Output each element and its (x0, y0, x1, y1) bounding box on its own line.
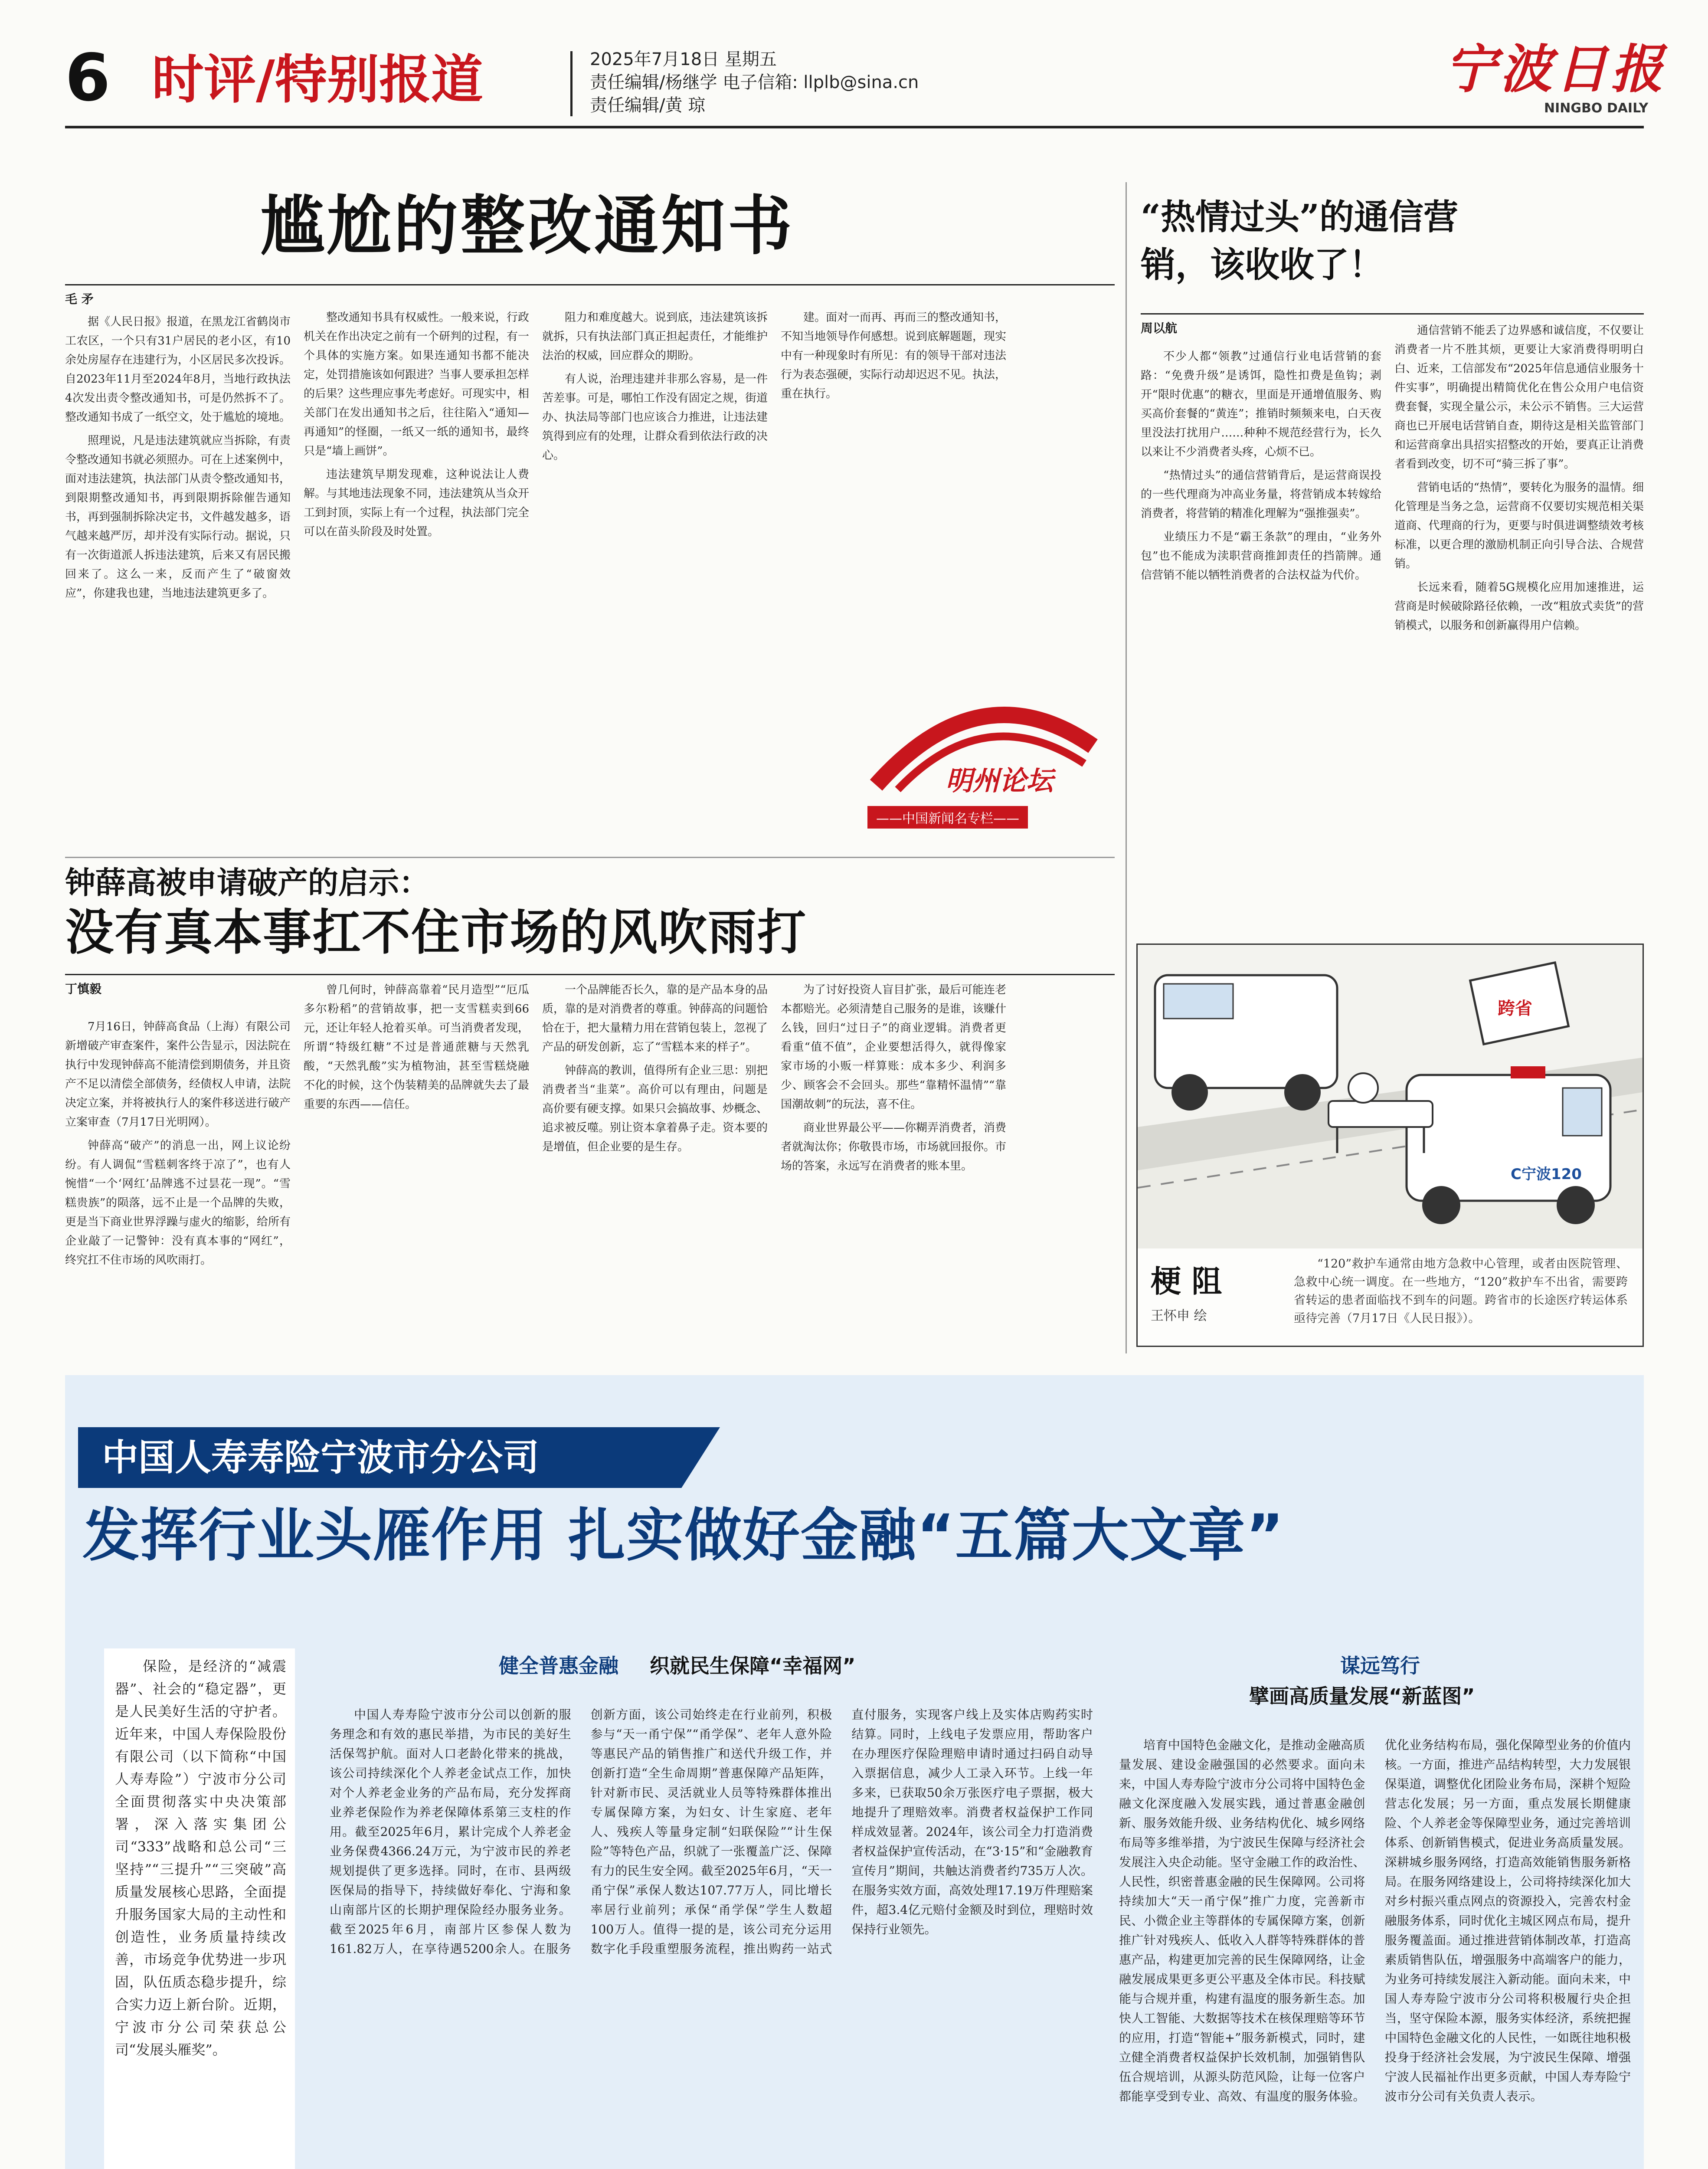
svg-text:跨省: 跨省 (1498, 999, 1532, 1019)
article2-col2: 通信营销不能丢了边界感和诚信度，不仅要让消费者一片不胜其烦，更要让大家消费得明明白白、近来，工信部发布“2025年信息通信业服务十件实事”，明确提出精简优化在售公众用户电信资费套餐，实现全量公示，未公示不销售。三大运营商也已开展电话营销自查，期待这是相关监管部门和运营商拿出具招实招整改的开始，要真正让消费者看到改变，切不可“骑三拆了事”。 营销电话的“热情”，要转化为服务的温情。细化管理是当务之急，运营商不仅要切实规范相关渠道商、代理商的行为，更要与时俱进调整绩效考核标准，以更合理的激励机制正向引导合法、合规营销。 长远来看，随着5G规模化应用加速推进，运营商是时候破除路径依赖，一改“粗放式卖货”的营销模式，以服务和创新赢得用户信赖。 (1394, 324, 1644, 632)
ad-company: 中国人寿寿险宁波市分公司 (102, 1436, 540, 1479)
article3-kicker: 钟薛高被申请破产的启示： (65, 865, 429, 901)
ad-section3-title: 擘画高质量发展“新蓝图” (1249, 1684, 1475, 1708)
article1-col2: 整改通知书具有权威性。一般来说，行政机关在作出决定之前有一个研判的过程，有一个具体的实施方案。如果连通知书都不能决定，处罚措施该如何跟进？当事人要承担怎样的后果？这些理应事先考虑好。可现实中，相关部门在发出通知书之后，往往陷入“通知—再通知”的怪圈，一纸又一纸的通知书，最终只是“墙上画饼”。 违法建筑早期发现难，这种说法让人费解。与其地违法现象不同，违法建筑从当众开工到封顶，实际上有一个过程，执法部门完全可以在苗头阶段及时处置。 (304, 311, 529, 538)
issue-date: 2025年7月18日 星期五 (590, 49, 777, 69)
article3-col1: 7月16日，钟薛高食品（上海）有限公司新增破产审查案件，案件公告显示，因法院在执行中发现钟薛高不能清偿到期债务，并且资产不足以清偿全部债务，经债权人申请，法院决定立案，并将被执行人的案件移送进行破产立案审查（7月17日光明网）。 钟薛高“破产”的消息一出，网上议论纷纷。有人调侃“雪糕刺客终于凉了”，也有人惋惜“一个‘网红’品牌逃不过昙花一现”。“雪糕贵族”的陨落，远不止是一个品牌的失败，更是当下商业世界浮躁与虚火的缩影，给所有企业敲了一记警钟：没有真本事的“网红”，终究扛不住市场的风吹雨打。 (65, 1020, 291, 1267)
ad-intro: 保险，是经济的“减震器”、社会的“稳定器”，更是人民美好生活的守护者。近年来，中国人寿保险股份有限公司（以下简称“中国人寿寿险”）宁波市分公司全面贯彻落实中央决策部署，深入落实集团公司“333”战略和总公司“三坚持”“三提升”“三突破”高质量发展核心思路，全面提升服务国家大局的主动性和创造性，业务质量持续改善，市场竞争优势进一步巩固，队伍质态稳步提升，综合实力迈上新台阶。近期，宁波市分公司荣获总公司“发展头雁奖”。 (115, 1658, 286, 2058)
article1-title-rule (65, 284, 1115, 285)
ad-section1-heading (499, 1653, 856, 1679)
article2-col1: 不少人都“领教”过通信行业电话营销的套路：“免费升级”是诱饵，隐性扣费是鱼钩；剥开“限时优惠”的糖衣，里面是开通增值服务、购买高价套餐的“黄连”；推销时频频来电，白天夜里没法打扰用户……种种不规范经营行为，长久以来让不少消费者头疼，心烦不已。 “热情过头”的通信营销背后，是运营商误投的一些代理商为冲高业务量，将营销成本转嫁给消费者，将营销的精准化理解为“强推强卖”。 业绩压力不是“霸王条款”的理由，“业务外包”也不能成为渎职营商推卸责任的挡箭牌。通信营销不能以牺牲消费者的合法权益为代价。 (1141, 350, 1381, 582)
editor-line-2: 责任编辑/黄 琼 (590, 95, 706, 115)
article2-author: 周以航 (1141, 321, 1178, 335)
ad-section3-text: 培育中国特色金融文化，是推动金融高质量发展、建设金融强国的必然要求。面向未来，中国人寿寿险宁波市分公司将中国特色金融文化深度融入发展实践，通过普惠金融创新、服务效能升级、业务结构优化、城乡网络布局等多维举措，为宁波民生保障与经济社会发展注入央企动能。坚守金融工作的政治性、人民性，织密普惠金融的民生保障网。公司将持续加大“天一甬宁保”推广力度，完善新市民、小微企业主等群体的专属保障方案，创新推广针对残疾人、低收入人群等特殊群体的普惠产品，构建更加完善的民生保障网络，让金融发展成果更多更公平惠及全体市民。科技赋能与合规并重，构建有温度的服务新生态。加快人工智能、大数据等技术在核保理赔等环节的应用，打造“智能+”服务新模式，同时，建立健全消费者权益保护长效机制，加强销售队伍合规培训，从源头防范风险，让每一位客户都能享受到专业、高效、有温度的服务体验。优化业务结构布局，强化保障型业务的价值内核。一方面，推进产品结构转型，大力发展银保渠道，调整优化团险业务布局，深耕个短险营志化发展；另一方面，重点发展长期健康险、个人养老金等保障型业务，通过完善培训体系、创新销售模式，促进业务高质量发展。深耕城乡服务网络，打造高效能销售服务新格局。在服务网络建设上，公司将持续深化加大对乡村振兴重点网点的资源投入，完善农村金融服务体系，同时优化主城区网点布局，提升服务覆盖面。通过推进营销体制改革，打造高素质销售队伍，增强服务中高端客户的能力，为业务可持续发展注入新动能。面向未来，中国人寿寿险宁波市分公司将积极履行央企担当，坚守保险本源，服务实体经济，系统把握中国特色金融文化的人民性，一如既往地积极投身于经济社会发展，为宁波民生保障、增强宁波人民福祉作出更多贡献，中国人寿寿险宁波市分公司有关负责人表示。 (1119, 1738, 1631, 2103)
article2-title-rule (1141, 313, 1644, 315)
article1-col3: 阻力和难度越大。说到底，违法建筑该拆就拆，只有执法部门真正担起责任，才能维护法治的权威，回应群众的期盼。 有人说，治理违建并非那么容易，是一件苦差事。可是，哪怕工作没有固定之规，街道办、执法局等部门也应该合力推进，让违法建筑得到应有的处理，让群众看到依法行政的决心。 (542, 311, 768, 462)
ad-section1-text: 中国人寿寿险宁波市分公司以创新的服务理念和有效的惠民举措，为市民的美好生活保驾护航。面对人口老龄化带来的挑战，该公司持续深化个人养老金试点工作，加快对个人养老金业务的产品布局，充分发挥商业养老保险作为养老保障体系第三支柱的作用。截至2025年6月，累计完成个人养老金业务保费4366.24万元，为宁波市民的养老规划提供了更多选择。同时，在市、县两级医保局的指导下，持续做好奉化、宁海和象山南部片区的长期护理保险经办服务业务。截至2025年6月，南部片区参保人数为161.82万人，在享待遇5200余人。在服务创新方面，该公司始终走在行业前列，积极参与“天一甬宁保”“甬学保”、老年人意外险等惠民产品的销售推广和送代升级工作，并创新打造“全生命周期”普惠保障产品矩阵，针对新市民、灵活就业人员等特殊群体推出专属保障方案，为妇女、计生家庭、老年人、残疾人等量身定制“妇联保险”“计生保险”等特色产品，织就了一张覆盖广泛、保障有力的民生安全网。截至2025年6月，“天一甬宁保”承保人数达107.77万人，同比增长率居行业前列；承保“甬学保”学生人数超100万人。值得一提的是，该公司充分运用数字化手段重塑服务流程，推出购药一站式直付服务，实现客户线上及实体店购药实时结算。同时，上线电子发票应用，帮助客户在办理医疗保险理赔申请时通过扫码自动导入票据信息，减少人工录入环节。上线一年多来，已获取50余万张医疗电子票据，极大地提升了理赔效率。消费者权益保护工作同样成效显著。2024年，该公司全力打造消费者权益保护宣传活动，在“3·15”和“金融教育宣传月”期间，共触达消费者约735万人次。在服务实效方面，高效处理17.19万件理赔案件，超3.4亿元赔付金额及时到位，理赔时效保持行业领先。 (330, 1707, 1093, 1956)
article1-col1: 据《人民日报》报道，在黑龙江省鹤岗市工农区，一个只有31户居民的老小区，有10余处房屋存在违建行为，小区居民多次投诉。自2023年11月至2024年8月，当地行政执法4次发出责令整改通知书，可是仍然拆不了。整改通知书成了一纸空文，处于尴尬的境地。 照理说，凡是违法建筑就应当拆除，有责令整改通知书就必须照办。可在上述案例中，面对违法建筑，执法部门从责令整改通知书，到限期整改通知书，再到限期拆除催告通知书，再到强制拆除决定书，文件越发越多，语气越来越严厉，却并没有实际行动。据说，只有一次街道派人拆违法建筑，后来又有居民搬回来了。这么一来，反而产生了“破窗效应”，你建我也建，当地违法建筑更多了。 (65, 315, 291, 600)
vertical-divider (1126, 182, 1127, 1353)
cartoon-caption: “120”救护车通常由地方急救中心管理，或者由医院管理、急救中心统一调度。在一些地方，“120”救护车不出省，需要跨省转运的患者面临找不到车的问题。跨省市的长途医疗转运体系亟待完善（7月17日《人民日报》）。 (1294, 1257, 1628, 1325)
article3-title-rule (65, 974, 1115, 975)
ambulance-front-icon (1407, 1066, 1610, 1224)
cartoon-illustration (1138, 945, 1643, 1248)
newspaper-logo-en: NINGBO DAILY (1544, 101, 1649, 116)
masthead-rule (65, 126, 1644, 128)
editor-line-1: 责任编辑/杨继学 电子信箱: llplb@sina.cn (590, 72, 919, 92)
article3-author: 丁慎毅 (65, 982, 102, 996)
article3-title: 没有真本事扛不住市场的风吹雨打 (65, 904, 807, 961)
forum-tag: ——中国新闻名专栏—— (867, 806, 1028, 829)
article2-title: “热情过头”的通信营销，该收收了！ (1141, 197, 1459, 285)
article3-col3: 一个品牌能否长久，靠的是产品本身的品质，靠的是对消费者的尊重。钟薛高的问题恰恰在于，把大量精力用在营销包装上，忽视了产品的研发创新，忘了“雪糕本来的样子”。 钟薛高的教训，值得所有企业三思：别把消费者当“韭菜”。高价可以有理由，问题是高价要有硬支撑。如果只会搞故事、炒概念、追求被反噬。别让资本拿着鼻子走。资本要的是增值，但企业要的是生存。 (542, 983, 768, 1153)
svg-text:C宁波120: C宁波120 (1511, 1166, 1582, 1183)
ad-section3-tag: 谋远笃行 (1340, 1654, 1420, 1678)
article1-author: 毛 矛 (65, 292, 94, 306)
ad-section1-title: 织就民生保障“幸福网” (650, 1654, 856, 1678)
cartoon-title: 梗 阻 (1151, 1263, 1222, 1299)
newspaper-logo: 宁波日报 (1444, 39, 1666, 100)
article3-col2: 曾几何时，钟薛高靠着“民月造型”“厄瓜多尔粉稻”的营销故事，把一支雪糕卖到66元，还让年轻人抢着买单。可当消费者发现，所谓“特级红糖”不过是普通蔗糖与天然乳酸，“天然乳酸”实为植物油，甚至雪糕烧融不化的时候，这个伪装精美的品牌就失去了最重要的东西——信任。 (304, 983, 529, 1111)
article1-bottom-rule (65, 857, 1115, 858)
page-number: 6 (65, 40, 111, 116)
ad-headline: 发挥行业头雁作用 扎实做好金融“五篇大文章” (82, 1502, 1285, 1569)
section-title: 时评/特别报道 (152, 50, 483, 110)
cartoon-frame (1136, 944, 1644, 1347)
ad-section1-tag: 健全普惠金融 (499, 1654, 618, 1678)
masthead-divider (570, 51, 573, 116)
cartoon-author: 王怀申 绘 (1151, 1308, 1207, 1324)
article1-col4: 建。面对一而再、再而三的整改通知书，不知当地领导作何感想。说到底解题题，现实中有一种现象时有所见：有的领导干部对违法行为表态强硬，实际行动却迟迟不见。执法，重在执行。 (781, 311, 1006, 400)
article3-col4: 为了讨好投资人盲目扩张，最后可能连老本都赔光。必须清楚自己服务的是谁，该赚什么钱，回归“过日子”的商业逻辑。消费者更看重“值不值”，企业要想活得久，就得像家家市场的小贩一样算账：成本多少、利润多少、顾客会不会回头。那些“靠精怀温情”“靠国潮故刺”的玩法，喜不住。 商业世界最公平——你糊弄消费者，消费者就淘汰你；你敬畏市场，市场就回报你。市场的答案，永远写在消费者的账本里。 (781, 983, 1006, 1173)
article1-title: 尴尬的整改通知书 (260, 188, 795, 263)
forum-name: 明州论坛 (946, 765, 1054, 796)
forum-logo (859, 685, 1102, 846)
